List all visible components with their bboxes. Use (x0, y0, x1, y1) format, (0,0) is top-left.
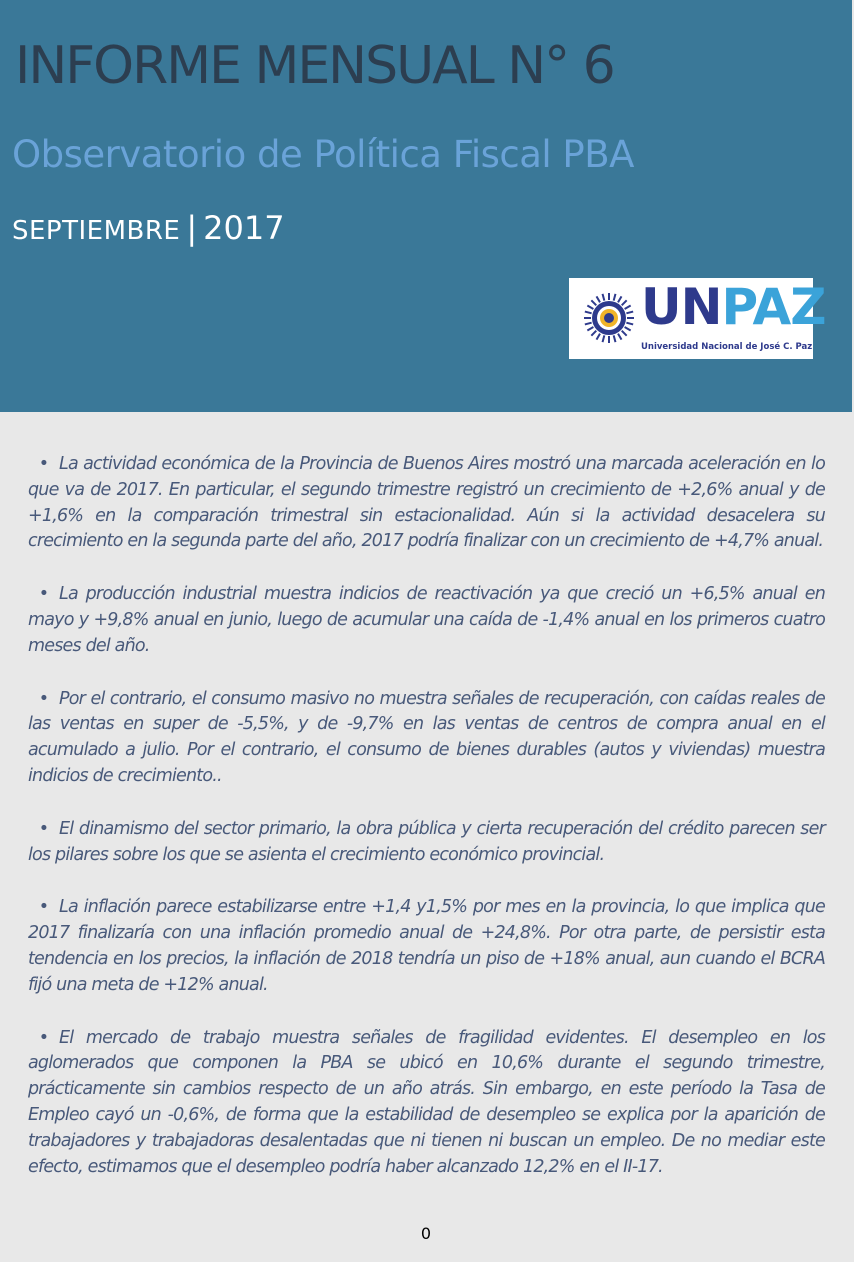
bullet-item (28, 582, 825, 659)
emblem-ray (585, 312, 592, 314)
emblem-ray (591, 331, 596, 336)
bullet-item (28, 817, 825, 869)
emblem-ray (625, 327, 631, 331)
emblem-ray (626, 312, 633, 314)
bullet-text: El dinamismo del sector primario, la obra pública y cierta recuperación del crédito parecen ser los pilares sobre los que se asienta el crecimiento económico provincial. (28, 818, 825, 865)
report-month: SEPTIEMBRE (12, 216, 181, 246)
bullet-item (28, 687, 825, 790)
emblem-ray (587, 327, 593, 331)
bullet-marker: • (38, 584, 49, 605)
date-separator: | (186, 209, 198, 247)
emblem-ray (626, 323, 633, 325)
logo-paz-text: PAZ (721, 278, 826, 336)
emblem-ray (625, 306, 631, 310)
bullet-item (28, 895, 825, 998)
bullet-marker: • (38, 897, 49, 918)
emblem-ray (585, 323, 592, 325)
page-number: 0 (420, 1224, 432, 1243)
bullet-item (28, 1026, 825, 1181)
report-year: 2017 (203, 209, 285, 247)
bullet-marker: • (38, 454, 49, 474)
bullet-text: La inflación parece estabilizarse entre +1,4 y1,5% por mes en la provincia, lo que implica que 2017 finalizaría con una inflación promedio anual de +24,8%. Por otra parte, de persistir esta tendencia en los precios, la inflación de 2018 tendría un piso de +18% anual, aun cuando el BCRA fijó una meta de +12% anual. (28, 897, 825, 995)
bullet-text: Por el contrario, el consumo masivo no muestra señales de recuperación, con caídas reales de las ventas en super de -5,5%, y de -9,7% en las ventas de centros de compra anual en el acumulado a julio. Por el contrario, el consumo de bienes durables (autos y viviendas) muestra indicios de crecimiento.. (28, 688, 825, 786)
summary-bullets (28, 452, 825, 1207)
emblem-ray (622, 300, 627, 305)
university-name: Universidad Nacional de José C. Paz (641, 342, 813, 352)
bullet-marker: • (38, 818, 49, 839)
emblem-ray (603, 294, 605, 301)
report-subtitle: Observatorio de Política Fiscal PBA (12, 133, 634, 176)
emblem-ray (622, 331, 627, 336)
bullet-item (28, 452, 825, 555)
bullet-text: La producción industrial muestra indicios de reactivación ya que creció un +6,5% anual en mayo y +9,8% anual en junio, luego de acumular una caída de -1,4% anual en los primeros cuatro meses del año. (28, 584, 825, 656)
emblem-ray (614, 335, 616, 342)
emblem-ray (597, 296, 601, 302)
report-title: INFORME MENSUAL N° 6 (15, 36, 614, 96)
emblem-ray (614, 294, 616, 301)
unpaz-emblem-icon (583, 287, 635, 349)
cover-header (0, 0, 852, 412)
bullet-text: El mercado de trabajo muestra señales de fragilidad evidentes. El desempleo en los aglomerados que componen la PBA se ubicó en 10,6% durante el segundo trimestre, prácticamente sin cambios respecto de un año atrás. Sin embargo, en este período la Tasa de Empleo cayó un -0,6%, de forma que la estabilidad de desempleo se explica por la aparición de trabajadores y trabajadoras desalentadas que ni tienen ni buscan un empleo. De no mediar este efecto, estimamos que el desempleo podría haber alcanzado 12,2% en el II-17. (28, 1027, 825, 1177)
unpaz-logo (569, 278, 826, 359)
logo-un-text: UN (641, 278, 722, 336)
emblem-ray (591, 300, 596, 305)
emblem-ray (603, 335, 605, 342)
emblem-ray (618, 334, 622, 340)
emblem-ray (618, 296, 622, 302)
bullet-text: La actividad económica de la Provincia de Buenos Aires mostró una marcada aceleración en lo que va de 2017. En particular, el segundo trimestre registró un crecimiento de +2,6% anual y de +1,6% en la comparación trimestral sin estacionalidad. Aún si la actividad desacelera su crecimiento en la segunda parte del año, 2017 podría finalizar con un crecimiento de +4,7% anual. (28, 454, 825, 552)
unpaz-wordmark (641, 278, 826, 336)
report-date (12, 209, 285, 247)
bullet-marker: • (38, 688, 49, 709)
emblem-ray (597, 334, 601, 340)
bullet-marker: • (38, 1027, 49, 1048)
emblem-ray (587, 306, 593, 310)
